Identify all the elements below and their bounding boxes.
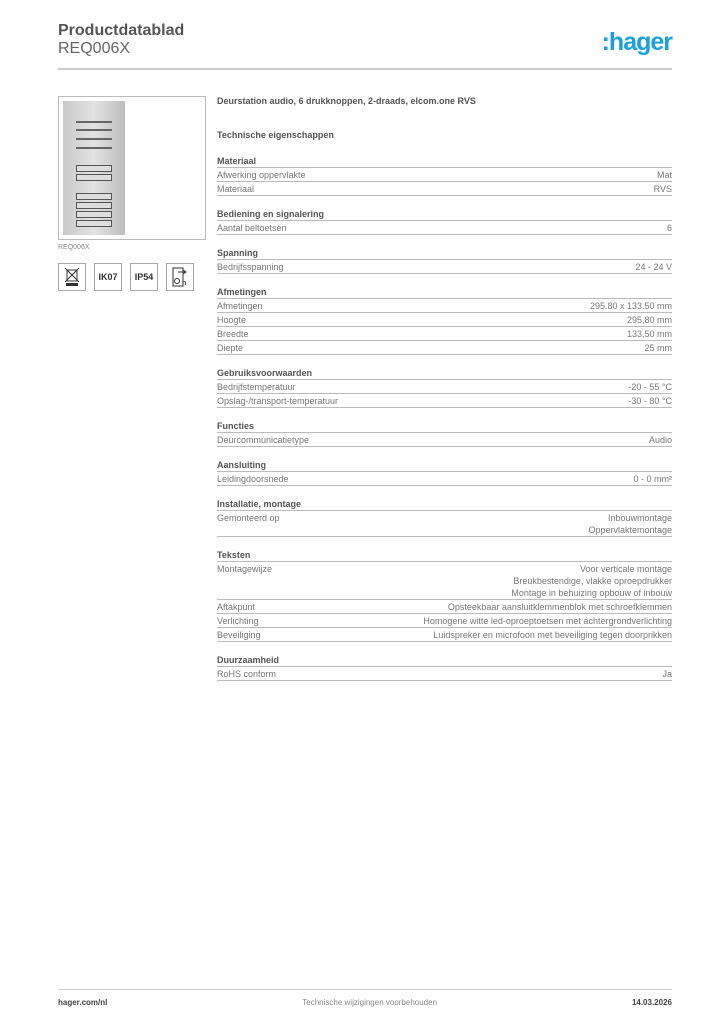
spec-value-line: Mat [656,170,672,180]
section-heading: Bediening en signalering [217,208,672,221]
spec-value [627,328,672,340]
spec-row [217,562,672,600]
footer [58,998,672,1007]
section-heading: Afmetingen [217,286,672,299]
spec-label: Hoogte [217,315,247,325]
spec-label: Gemonteerd op [217,513,280,523]
spec-label: Bedrijfsspanning [217,262,284,272]
image-caption: REQ006X [58,244,90,251]
spec-label: Beveiliging [217,630,261,640]
spec-section [217,155,672,196]
page-title: Productdatablad [58,22,185,39]
spec-label: Leidingdoorsnede [217,474,289,484]
spec-content [217,96,672,681]
header-divider [58,68,672,70]
section-heading: Aansluiting [217,459,672,472]
spec-value [628,395,672,407]
spec-value-line: -30 - 80 °C [628,396,672,406]
spec-value-line: Homogene witte led-oproeptoetsen met achtergrondverlichting [423,616,672,626]
tech-heading: Technische eigenschappen [217,130,334,140]
footer-date: 14.03.2026 [631,998,672,1007]
section-heading: Materiaal [217,155,672,168]
spec-row [217,182,672,196]
spec-value [635,261,672,273]
spec-value [633,473,672,485]
spec-value [588,512,672,536]
hager-logo: :hager [601,28,672,56]
spec-label: Breedte [217,329,249,339]
weee-bin-icon [58,263,86,291]
spec-value-line: 0 - 0 mm² [633,474,672,484]
mounting-icon [166,263,194,291]
spec-value [433,629,672,641]
spec-sections [217,155,672,681]
spec-value [511,563,672,599]
spec-label: Montagewijze [217,564,273,574]
spec-value-line: Breukbestendige, vlakke oproepdrukker [513,576,672,586]
spec-value [649,434,672,446]
spec-value-line: Audio [648,435,672,445]
certification-badges [58,263,194,291]
spec-row [217,511,672,537]
door-station-illustration [63,101,125,235]
spec-value-line: 133,50 mm [626,329,672,339]
spec-section [217,420,672,447]
spec-value-line: Inbouwmontage [607,513,672,523]
spec-label: Opslag-/transport-temperatuur [217,396,339,406]
spec-label: Aantal beltoetsen [217,223,287,233]
spec-value [654,183,672,195]
section-heading: Duurzaamheid [217,654,672,667]
spec-row [217,313,672,327]
spec-label: RoHS conform [217,669,277,679]
spec-row [217,260,672,274]
spec-value [662,668,672,680]
spec-label: Deurcommunicatietype [217,435,310,445]
spec-value-line: 295.80 x 133.50 mm [589,301,672,311]
spec-value [644,342,672,354]
section-heading: Installatie, montage [217,498,672,511]
spec-section [217,549,672,642]
spec-row [217,667,672,681]
spec-row [217,600,672,614]
spec-section [217,498,672,537]
spec-label: Bedrijfstemperatuur [217,382,296,392]
ip54-badge: IP54 [130,263,158,291]
spec-value-line: Opsteekbaar aansluitklemmenblok met schroefklemmen [447,602,672,612]
spec-row [217,628,672,642]
spec-row [217,614,672,628]
footer-disclaimer: Technische wijzigingen voorbehouden [302,998,438,1007]
spec-value-line: Ja [662,669,672,679]
section-heading: Spanning [217,247,672,260]
spec-row [217,168,672,182]
spec-row [217,341,672,355]
spec-value [627,314,672,326]
spec-label: Diepte [217,343,244,353]
spec-row [217,433,672,447]
spec-value [423,615,672,627]
spec-row [217,394,672,408]
spec-value-line: 25 mm [644,343,672,353]
section-heading: Gebruiksvoorwaarden [217,367,672,380]
spec-value [448,601,672,613]
product-image [58,96,206,240]
svg-text:n: n [182,280,187,287]
spec-row [217,221,672,235]
spec-value-line: Montage in behuizing opbouw of inbouw [511,588,672,598]
spec-row [217,472,672,486]
spec-section [217,367,672,408]
spec-value [657,169,672,181]
spec-value-line: 295,80 mm [626,315,672,325]
spec-value-line: Oppervlaktemontage [588,525,672,535]
footer-divider [58,989,672,990]
product-description: Deurstation audio, 6 drukknoppen, 2-draads, elcom.one RVS [217,96,476,106]
spec-value-line: Luidspreker en microfoon met beveiliging tegen doorprikken [433,630,672,640]
spec-row [217,299,672,313]
spec-row [217,380,672,394]
spec-label: Verlichting [217,616,259,626]
spec-row [217,327,672,341]
spec-value [590,300,672,312]
spec-value [628,381,672,393]
spec-section [217,208,672,235]
spec-section [217,286,672,355]
section-heading: Functies [217,420,672,433]
spec-value-line: Voor verticale montage [579,564,672,574]
spec-section [217,654,672,681]
spec-label: Aftakpunt [217,602,256,612]
spec-section [217,247,672,274]
ik07-badge: IK07 [94,263,122,291]
section-heading: Teksten [217,549,672,562]
product-code: REQ006X [58,40,131,57]
spec-value [667,222,672,234]
spec-value-line: 24 - 24 V [635,262,672,272]
spec-label: Afmetingen [217,301,263,311]
spec-value-line: RVS [653,184,672,194]
spec-label: Materiaal [217,184,255,194]
spec-label: Afwerking oppervlakte [217,170,306,180]
spec-value-line: 6 [666,223,672,233]
footer-website: hager.com/nl [58,998,108,1007]
spec-value-line: -20 - 55 °C [628,382,672,392]
spec-section [217,459,672,486]
